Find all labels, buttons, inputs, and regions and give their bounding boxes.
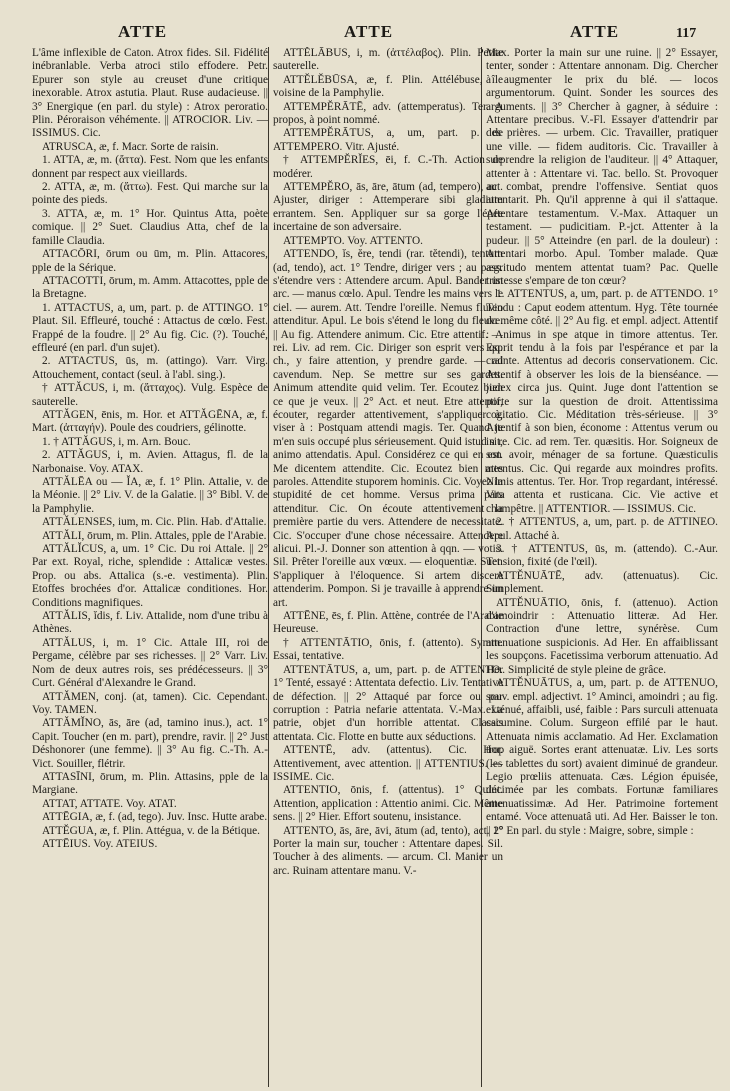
dictionary-entry: ATTENTIO, ōnis, f. (attentus). 1° Quint. Attention, application : Attentio animi. Cic. Même sens. || 2° Hier. Effort soutenu, insistance. — [273, 784, 503, 824]
dictionary-entry: 1. † ATTĂGUS, i, m. Arn. Bouc. — [42, 435, 191, 448]
dictionary-entry: ATTACŌRI, ōrum ou ūm, m. Plin. Attacores, pple de la Sérique. — [32, 248, 268, 274]
header-right-word: ATTE — [570, 22, 620, 41]
dictionary-entry: ATTASĪNI, ōrum, m. Plin. Attasins, pple de la Margiane. — [32, 770, 268, 797]
dictionary-entry: ATTĂLIS, ĭdis, f. Liv. Attalide, nom d'une tribu à Athènes. — [32, 610, 268, 636]
dictionary-entry: ATTENDO, ĭs, ĕre, tendi (rar. tĕtendi), tentum (ad, tendo), act. 1° Tendre, diriger vers ; au pass. s'étendre vers : Attendere arcum. Apul. Bander un arc. — manus cœlo. Apul. Tendre les mains vers le ciel. — aurem. Att. Tendre l'oreille. Nemus fluvio attenditur. Apul. Le bois s'étend le long du fleuve. || Au fig. Attendere animum. Cic. Etre attentif. — rei. Liv. ad rem. Cic. Diriger son esprit vers qq. ch., y faire attention, y prendre garde. — ad cavendum. Nep. Se mettre sur ses gardes. Animum attendite quid velim. Ter. Ecoutez bien ce que je veux. || 2° Act. et neut. Etre attentif, écouter, regarder attentivement, s'appliquer à, viser à : Postquam attendi magis. Ter. Quand je m'en suis occupé plus sérieusement. Quid istud sit, animo attendatis. Apul. Considérez ce qui en est. Me dicentem attendite. Cic. Ecoutez bien mes paroles. Attendite stuporem hominis. Cic. Voyez la stupidité de cet homme. Versus prima pars attenditur. Cic. On écoute attentivement la première partie du vers. Attendere de necessitate. Cic. S'occuper d'une chose nécessaire. Attendere alicui. Pl.-J. Donner son attention à qqn. — votis. Sil. Prêter l'oreille aux vœux. — eloquentiæ. Suet. S'appliquer à l'éloquence. Si artem discere attenderim. Pompon. Si je travaille à apprendre un art. — [273, 248, 503, 609]
dictionary-entry: † ATTĂCUS, i, m. (ἄτταχος). Vulg. Espèce de sauterelle. — [32, 382, 268, 408]
dictionary-entry: ATTĂLĒA ou — ĬA, æ, f. 1° Plin. Attalie, v. de la Méonie. || 2° Liv. V. de la Galatie. || 3° Bibl. V. de la Pamphylie. — [32, 476, 268, 515]
dictionary-entry: 2. ATTA, æ, m. (ἄττω). Fest. Qui marche sur la pointe des pieds. — [32, 181, 268, 207]
dictionary-entry: Max. Porter la main sur une ruine. || 2° Essayer, tenter, sonder : Attentare annonam. Dig. Chercher à augmenter le prix du blé. — locos argumentorum. Quint. Sonder les sources des arguments. || 3° Chercher à gagner, à séduire : Attentare precibus. V.-Fl. Essayer d'attendrir par des prières. — urbem. Cic. Travailler, pratiquer une ville. — fidem auditoris. Cic. Travailler à surprendre la religion de l'auditeur. || 4° Attaquer, attenter à : Attentare vi. Tac. bello. St. Provoquer au combat, prendre l'offensive. Sentiat quos attentarit. Ph. Qu'il apprenne à qui il s'attaque. Attentare testamentum. V.-Max. Attaquer un testament. — pudicitiam. P.-jct. Attenter à la pudeur. || 5° Atteindre (en parl. de la douleur) : Attentari morbo. Apul. Tomber malade. Quæ ægritudo mentem attentat tuam? Pac. Quelle tristesse s'empare de ton cœur? — [486, 47, 718, 287]
column-right — [486, 47, 718, 1087]
dictionary-entry: 1. ATTENTUS, a, um, part. p. de ATTENDO. 1° Tendu : Caput eodem attentum. Hyg. Tête tournée du même côté. || 2° Au fig. et empl. adject. Attentif : Animus in spe atque in timore attentus. Ter. Esprit tendu à la fois par l'espérance et par la crainte. Attentus ad decoris conservationem. Cic. Attentif à observer les lois de la bienséance. — judex circa jus. Quint. Juge dont l'attention se porte sur la question de droit. Attentissima cogitatio. Cic. Méditation très-sérieuse. || 3° Attentif à son bien, économe : Attentus verum ou in re. Cic. ad rem. Ter. quæsitis. Hor. Soigneux de son avoir, ménager de sa fortune. Quæsticulis attentus. Cic. Qui regarde aux moindres profits. Nimis attentus. Ter. Hor. Trop regardant, intéressé. Vita attenta et rusticana. Cic. Vie active et champêtre. || ATTENTIOR. — ISSIMUS. Cic. — [486, 288, 718, 515]
dictionary-entry: ATTĔLĀBUS, i, m. (ἀττέλαβος). Plin. Petite sauterelle. — [273, 47, 503, 73]
header-center-word: ATTE — [344, 22, 394, 41]
dictionary-entry: ATTĂMĬNO, ās, āre (ad, tamino inus.), act. 1° Capit. Toucher (en m. part), prendre, ravir. || 2° Just Déshonorer (une femme). || 3° Au fig. C.-Th. A.-Vict. Souiller, flétrir. — [32, 717, 268, 770]
column-divider-left — [268, 47, 269, 1087]
dictionary-entry: 1. ATTA, æ, m. (ἄττα). Fest. Nom que les enfants donnent par respect aux vieillards. — [32, 154, 268, 180]
dictionary-entry: ATTĔLĔBŪSA, æ, f. Plin. Attélébuse, île voisine de la Pamphylie. — [273, 73, 503, 100]
dictionary-entry: † ATTEMPĔRĬES, ēi, f. C.-Th. Action de modérer. — [273, 154, 503, 180]
dictionary-entry: ATTEMPĔRĀTUS, a, um, part. p. de ATTEMPERO. Vitr. Ajusté. — [273, 127, 503, 153]
dictionary-entry: ATTĒNE, ēs, f. Plin. Attène, contrée de l'Arabie Heureuse. — [273, 610, 503, 636]
dictionary-entry: ATTEMPĔRĀTĒ, adv. (attemperatus). Ter. A propos, à point nommé. — [273, 100, 503, 127]
dictionary-entry: L'âme inflexible de Caton. Atrox fides. Sil. Fidélité inébranlable. Verba atroci stilo effodere. Petr. Epurer son style au creuset d'une critique inexorable. Atrox astutia. Plaut. Ruse audacieuse. || 3° Energique (en parl. du style) : Atrox peroratio. Plin. Péroraison véhémente. || ATROCIOR. Liv. — ISSIMUS. Cic. — [32, 47, 268, 140]
header-left-word: ATTE — [118, 22, 168, 41]
dictionary-entry: ATTĂGEN, ēnis, m. Hor. et ATTĂGĒNA, æ, f. Mart. (ἀτταγήν). Poule des coudriers, gélinotte. — [32, 408, 268, 435]
dictionary-entry: 3. ATTA, æ, m. 1° Hor. Quintus Atta, poète comique. || 2° Suet. Claudius Atta, chef de la famille Claudia. — [32, 207, 268, 247]
dictionary-entry: ATTĔNUĀTIO, ōnis, f. (attenuo). Action d'amoindrir : Attenuatio litteræ. Ad Her. Contraction d'une lettre, synérèse. Cum attenuatione suspicionis. Ad Her. En affaiblissant les soupçons. Facetissima verborum attenuatio. Ad Her. Simplicité de style pleine de grâce. — [486, 596, 718, 676]
dictionary-entry: 2. † ATTENTUS, a, um, part. p. de ATTINEO. Apul. Attaché à. — [486, 516, 718, 542]
dictionary-entry: ATTĂLĬCUS, a, um. 1° Cic. Du roi Attale. || 2° Par ext. Royal, riche, splendide : Attalicæ vestes. Prop. ou abs. Attalica (s.-e. vestimenta). Plin. Etoffes brochées d'or. Attalicæ conditiones. Hor. Conditions magnifiques. — [32, 543, 268, 609]
dictionary-entry: ATTACOTTI, ōrum, m. Amm. Attacottes, pple de la Bretagne. — [32, 274, 268, 301]
dictionary-entry: ATRUSCA, æ, f. Macr. Sorte de raisin. — [42, 140, 219, 153]
dictionary-entry: ATTĒGIA, æ, f. (ad, tego). Juv. Insc. Hutte arabe. — [42, 811, 268, 824]
column-left — [32, 47, 268, 1087]
dictionary-entry: ATTĂLUS, i, m. 1° Cic. Attale III, roi de Pergame, célèbre par ses richesses. || 2° Varr. Liv. Nom de deux autres rois, ses prédécesseurs. || 3° Curt. Général d'Alexandre le Grand. — [32, 636, 268, 690]
dictionary-entry: ATTENTO, ās, āre, āvi, ātum (ad, tento), act. 1° Porter la main sur, toucher : Attentare dapes. Sil. Toucher à des aliments. — arcum. Cl. Manier un arc. Ruinam attentare manu. V.- — [273, 824, 503, 877]
page-number: 117 — [676, 26, 697, 41]
dictionary-entry: 2. ATTACTUS, ūs, m. (attingo). Varr. Virg. Attouchement, contact (seul. à l'abl. sing.). — [32, 355, 268, 381]
dictionary-entry: ATTEMPĔRO, ās, āre, ātum (ad, tempero), act. Ajuster, diriger : Attemperare sibi gladium errantem. Sen. Appliquer sur sa gorge l'épée incertaine de son adversaire. — [273, 181, 503, 234]
dictionary-entry: ATTAT, ATTATE. Voy. ATAT. — [42, 797, 177, 810]
dictionary-entry: 2. ATTĂGUS, i, m. Avien. Attagus, fl. de la Narbonaise. Voy. ATAX. — [32, 449, 268, 475]
dictionary-entry: 3. † ATTENTUS, ūs, m. (attendo). C.-Aur. Tension, fixité (de l'œil). — [486, 543, 718, 569]
dictionary-entry: ATTĔNUĀTUS, a, um, part. p. de ATTENUO, souv. empl. adjectivt. 1° Aminci, amoindri ; au fig. exténué, affaibli, usé, faible : Pars surculi attenuata cacumine. Colum. Surgeon effilé par le haut. Attenuata nimis acclamatio. Ad Her. Exclamation trop aiguë. Sortes erant attenuatæ. Liv. Les sorts (les tablettes du sort) avaient diminué de grandeur. Legio prœliis attenuata. Cæs. Légion épuisée, décimée par les combats. Fortunæ familiares attenuatissimæ. Ad Her. Patrimoine fortement entamé. Voce attenuatâ uti. Ad Her. Baisser le ton. || 2° En parl. du style : Maigre, sobre, simple : — [486, 677, 718, 837]
column-middle — [273, 47, 503, 1087]
dictionary-entry: ATTENTĒ, adv. (attentus). Cic. Hor. Attentivement, avec attention. || ATTENTIUS. — ISSIME. Cic. — [273, 744, 503, 783]
dictionary-entry: ATTĂLENSES, ium, m. Cic. Plin. Hab. d'Attalie. — [42, 516, 267, 529]
dictionary-entry: ATTĔNUĀTĒ, adv. (attenuatus). Cic. Simplement. — [486, 569, 718, 596]
dictionary-entry: ATTĂMEN, conj. (at, tamen). Cic. Cependant. Voy. TAMEN. — [32, 690, 268, 716]
dictionary-entry: ATTEMPTO. Voy. ATTENTO. — [283, 234, 423, 247]
dictionary-entry: † ATTENTĀTIO, ōnis, f. (attento). Symm. Essai, tentative. — [273, 636, 503, 663]
dictionary-entry: ATTĒIUS. Voy. ATEIUS. — [42, 837, 158, 850]
dictionary-entry: ATTENTĀTUS, a, um, part. p. de ATTENTO. 1° Tenté, essayé : Attentata defectio. Liv. Tentative de défection. || 2° Attaqué par force ou par corruption : Patria nefarie attentata. V.-Max. La patrie, objet d'un horrible attentat. Classis attentata. Cic. Flotte en butte aux séductions. — [273, 663, 503, 743]
dictionary-entry: 1. ATTACTUS, a, um, part. p. de ATTINGO. 1° Plaut. Sil. Effleuré, touché : Attactus de cœlo. Fest. Frappé de la foudre. || 2° Au fig. Cic. (?). Touché, effleuré (en parl. d'un sujet). — [32, 301, 268, 354]
dictionary-entry: ATTĔGUA, æ, f. Plin. Attégua, v. de la Bétique. — [42, 824, 260, 837]
dictionary-entry: ATTĂLI, ōrum, m. Plin. Attales, pple de l'Arabie. — [42, 529, 267, 542]
running-header — [0, 0, 730, 46]
